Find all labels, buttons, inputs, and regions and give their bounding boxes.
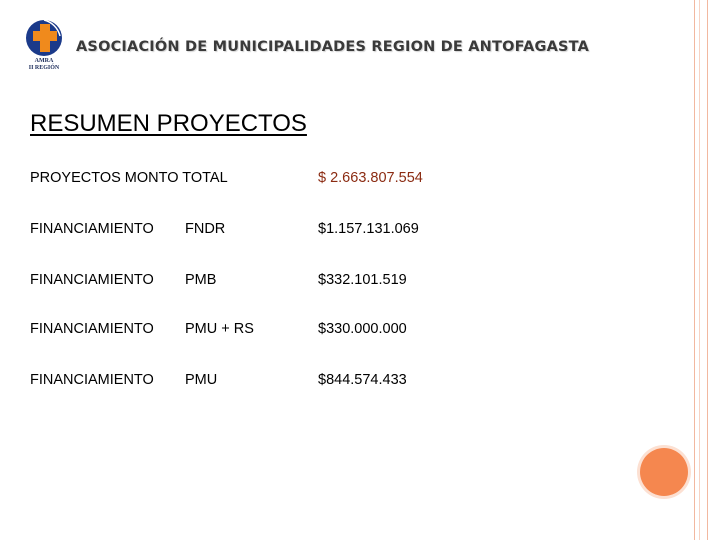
row-amount: $1.157.131.069 xyxy=(318,221,419,237)
logo-caption xyxy=(18,58,70,72)
row-source: FNDR xyxy=(185,221,226,237)
row-amount: $330.000.000 xyxy=(318,321,407,337)
row-label: FINANCIAMIENTO xyxy=(30,321,154,337)
logo-caption-line2: II REGIÓN xyxy=(28,65,60,71)
row-label: PROYECTOS MONTO TOTAL xyxy=(30,170,228,186)
row-amount: $ 2.663.807.554 xyxy=(318,170,423,186)
summary-row-fndr xyxy=(30,221,470,241)
summary-row-pmb xyxy=(30,272,470,292)
row-label: FINANCIAMIENTO xyxy=(30,221,154,237)
orange-circle-decoration xyxy=(640,448,688,496)
logo-caption-line1: AMRA xyxy=(34,58,54,64)
row-source: PMB xyxy=(185,272,217,288)
page-title: RESUMEN PROYECTOS xyxy=(30,110,307,137)
row-source: PMU + RS xyxy=(185,321,254,337)
row-label: FINANCIAMIENTO xyxy=(30,272,154,288)
summary-row-pmu-rs xyxy=(30,321,470,341)
row-source: PMU xyxy=(185,372,218,388)
row-label: FINANCIAMIENTO xyxy=(30,372,154,388)
summary-row-total xyxy=(30,170,470,190)
row-amount: $844.574.433 xyxy=(318,372,407,388)
header-title: ASOCIACIÓN DE MUNICIPALIDADES REGION DE ANTOFAGASTA xyxy=(76,39,590,55)
right-edge-border xyxy=(694,0,708,540)
row-amount: $332.101.519 xyxy=(318,272,407,288)
summary-row-pmu xyxy=(30,372,470,392)
